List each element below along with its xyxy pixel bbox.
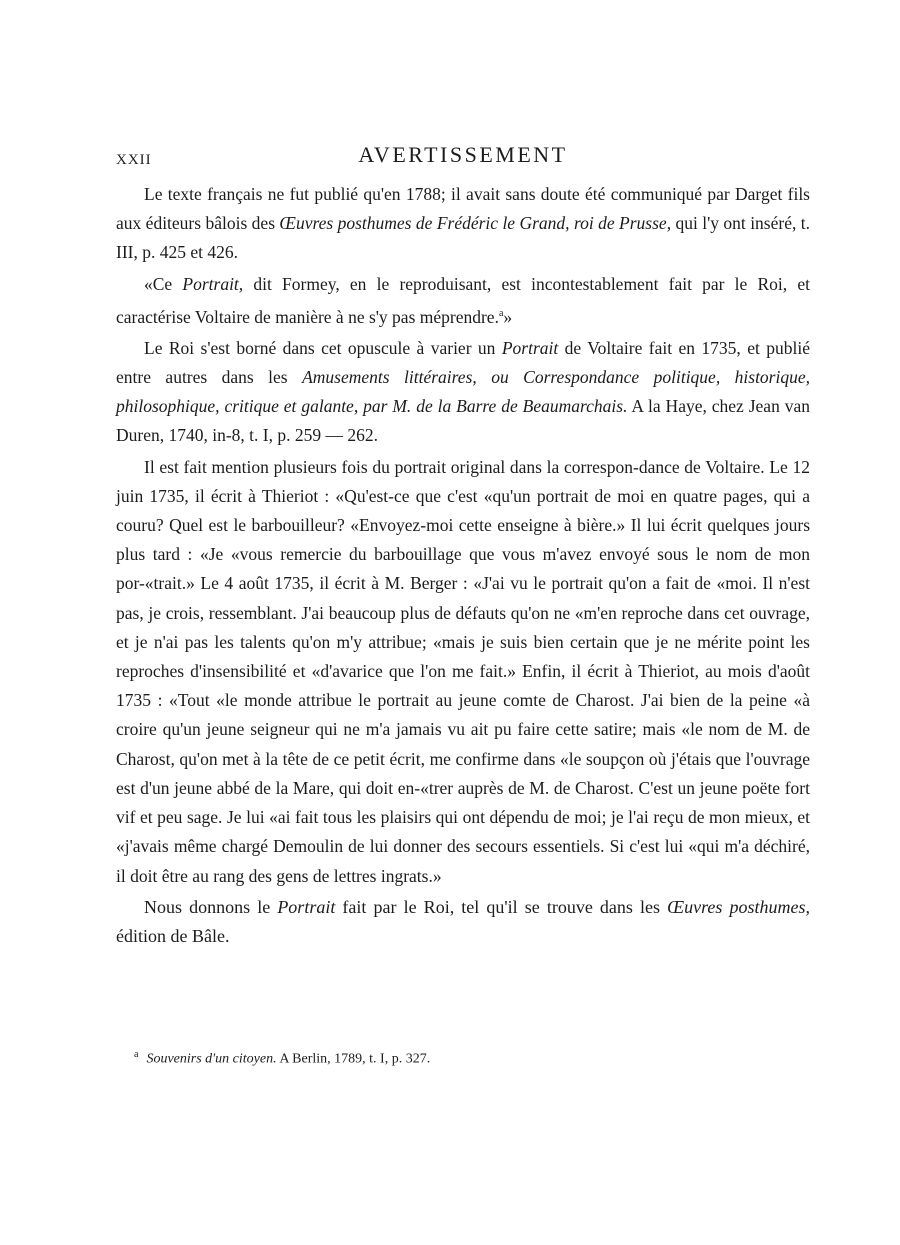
p3-italic-1: Portrait — [501, 337, 559, 358]
page-header — [116, 142, 810, 172]
p2-text-2: dit Formey, en le reproduisant, est incontestablement fait par le Roi, et caractérise Voltaire de manière à ne s'y pas méprendre. — [116, 273, 810, 327]
page-number: XXII — [116, 152, 152, 168]
p3-text-1: Le Roi s'est borné dans cet opuscule à varier un — [144, 337, 502, 358]
p5-text-1: Nous donnons le — [144, 896, 278, 917]
footnote-reference: a — [498, 307, 504, 319]
paragraph-3 — [116, 334, 810, 451]
p1-text-1: Le texte français ne fut publié qu'en 1788; il avait sans doute été communiqué par Darget fils aux éditeurs bâlois des — [116, 184, 810, 234]
p3-book-title: Amusements littéraires, ou Correspondance politique, historique, philosophique, critique et galante, par M. de la Barre de Beaumarchais. — [116, 367, 810, 417]
p5-text-2: fait par le Roi, tel qu'il se trouve dans les — [335, 896, 668, 917]
footnote — [134, 1044, 794, 1071]
p5-italic-2: Œuvres posthumes, — [667, 896, 811, 917]
p1-text-2: qui l'y ont inséré, t. III, p. 425 et 426. — [116, 213, 810, 263]
running-title: AVERTISSEMENT — [358, 142, 568, 167]
paragraph-1 — [116, 180, 810, 268]
footnote-text: A Berlin, 1789, t. I, p. 327. — [276, 1051, 431, 1067]
body-text — [116, 180, 810, 953]
p2-text-3: » — [503, 306, 513, 327]
p2-text-1: «Ce — [144, 273, 183, 294]
p5-text-3: édition de Bâle. — [116, 925, 230, 946]
p3-text-2: de Voltaire fait en 1735, et publié entre autres dans les — [116, 337, 810, 388]
p1-book-title: Œuvres posthumes de Frédéric le Grand, roi de Prusse, — [279, 213, 672, 234]
paragraph-5 — [116, 893, 810, 951]
paragraph-4: Il est fait mention plusieurs fois du portrait original dans la correspon-dance de Voltaire. Le 12 juin 1735, il écrit à Thieriot : «Qu'est-ce que c'est «qu'un portrait de moi en quatre pages, qui a couru? Quel est le barbouilleur? «Envoyez-moi cette enseigne à bière.» Il lui écrit quelques jours plus tard : «Je «vous remercie du barbouillage que vous m'avez envoyé sous le nom de mon por-«trait.» Le 4 août 1735, il écrit à M. Berger : «J'ai vu le portrait qu'on a fait de «moi. Il n'est pas, je crois, ressemblant. J'ai beaucoup plus de défauts qu'on ne «m'en reproche dans cet ouvrage, et je n'ai pas les talents qu'on m'y attribue; «mais je suis bien certain que je ne mérite point les reproches d'insensibilité et «d'avarice que l'on me fait.» Enfin, il écrit à Thieriot, au mois d'août 1735 : «Tout «le monde attribue le portrait au jeune comte de Charost. J'ai bien de la peine «à croire qu'un jeune seigneur qui ne m'a jamais vu ait pu faire cette satire; mais «le nom de M. de Charost, qu'on met à la tête de ce petit écrit, me confirme dans «le soupçon où j'étais que l'ouvrage est d'un jeune abbé de la Mare, qui doit en-«trer auprès de M. de Charost. C'est un jeune poëte fort vif et peu sage. Je lui «ai fait tous les plaisirs qui ont dépendu de moi; je l'ai reçu de mon mieux, et «j'avais même chargé Demoulin de lui donner des secours essentiels. Si c'est lui «qui m'a déchiré, il doit être au rang des gens de lettres ingrats.» — [116, 456, 810, 886]
footnote-mark: a — [134, 1049, 139, 1060]
p2-italic: Portrait, — [182, 273, 244, 294]
paragraph-2 — [116, 270, 810, 332]
p3-text-3: A la Haye, chez Jean van Duren, 1740, in-8, t. I, p. 259 — 262. — [116, 396, 810, 446]
footnote-title: Souvenirs d'un citoyen. — [146, 1051, 277, 1067]
p5-italic-1: Portrait — [277, 896, 336, 917]
